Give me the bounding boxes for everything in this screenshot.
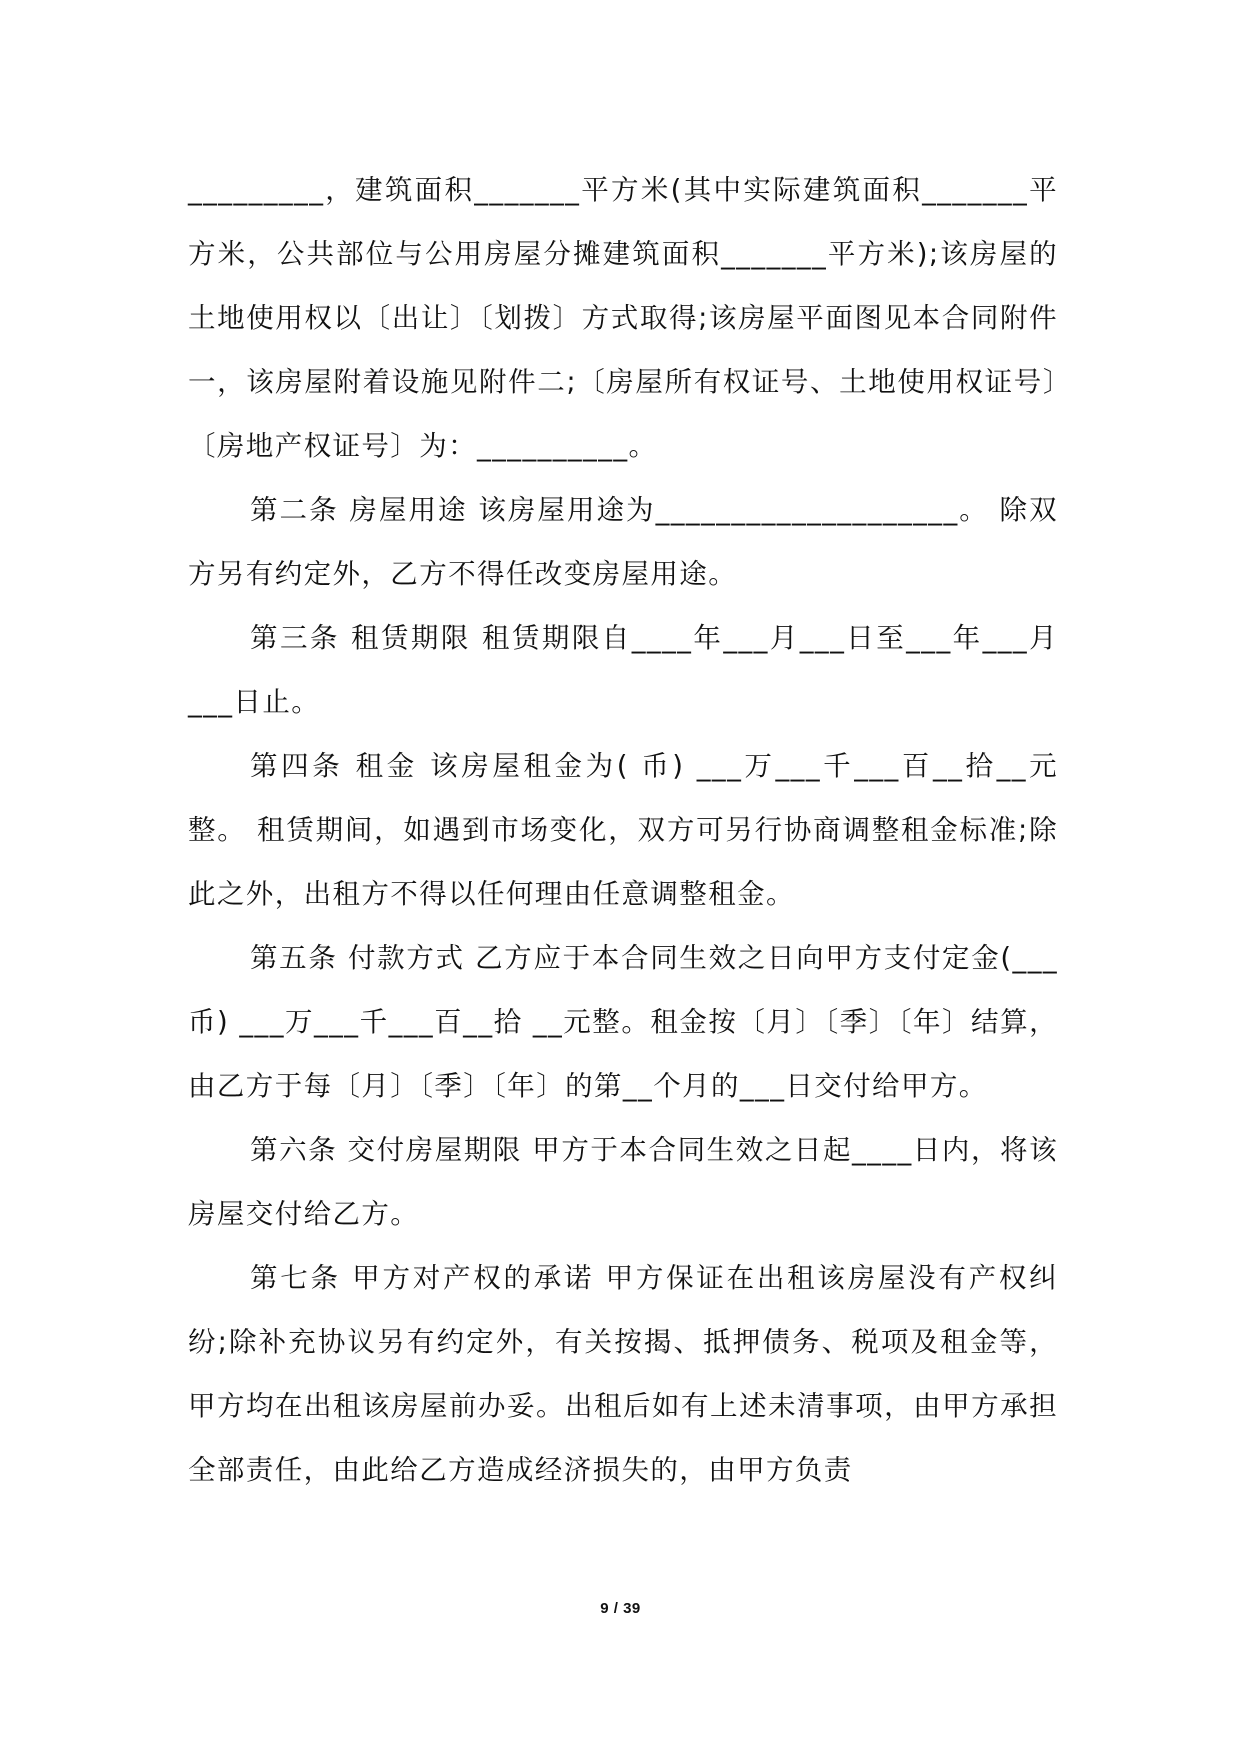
paragraph-article-3-lease-term: 第三条 租赁期限 租赁期限自____年___月___日至___年___月___日止。: [188, 622, 1058, 718]
page-number: 9 / 39: [600, 1600, 641, 1617]
paragraph-article-6-delivery: 第六条 交付房屋期限 甲方于本合同生效之日起____日内，将该房屋交付给乙方。: [188, 1134, 1058, 1230]
paragraph-article-2-usage: 第二条 房屋用途 该房屋用途为____________________。 除双方另有约定外，乙方不得任改变房屋用途。: [188, 494, 1058, 590]
paragraph-article-5-payment: 第五条 付款方式 乙方应于本合同生效之日向甲方支付定金(___币) ___万___千___百__拾 __元整。租金按〔月〕〔季〕〔年〕结算，由乙方于每〔月〕〔季〕〔年〕的第__个月的___日交付给甲方。: [188, 942, 1058, 1102]
document-body: [188, 158, 1058, 1502]
paragraph-article-4-rent: 第四条 租金 该房屋租金为( 币) ___万___千___百__拾__元整。 租赁期间，如遇到市场变化，双方可另行协商调整租金标准;除此之外，出租方不得以任何理由任意调整租金。: [188, 750, 1058, 910]
paragraph-property-area: _________，建筑面积_______平方米(其中实际建筑面积_______平方米，公共部位与公用房屋分摊建筑面积_______平方米);该房屋的土地使用权以〔出让〕〔划拨〕方式取得;该房屋平面图见本合同附件一，该房屋附着设施见附件二;〔房屋所有权证号、土地使用权证号〕〔房地产权证号〕为：__________。: [188, 174, 1058, 462]
paragraph-article-7-ownership: 第七条 甲方对产权的承诺 甲方保证在出租该房屋没有产权纠纷;除补充协议另有约定外，有关按揭、抵押债务、税项及租金等，甲方均在出租该房屋前办妥。出租后如有上述未清事项，由甲方承担全部责任，由此给乙方造成经济损失的，由甲方负责: [188, 1262, 1058, 1486]
